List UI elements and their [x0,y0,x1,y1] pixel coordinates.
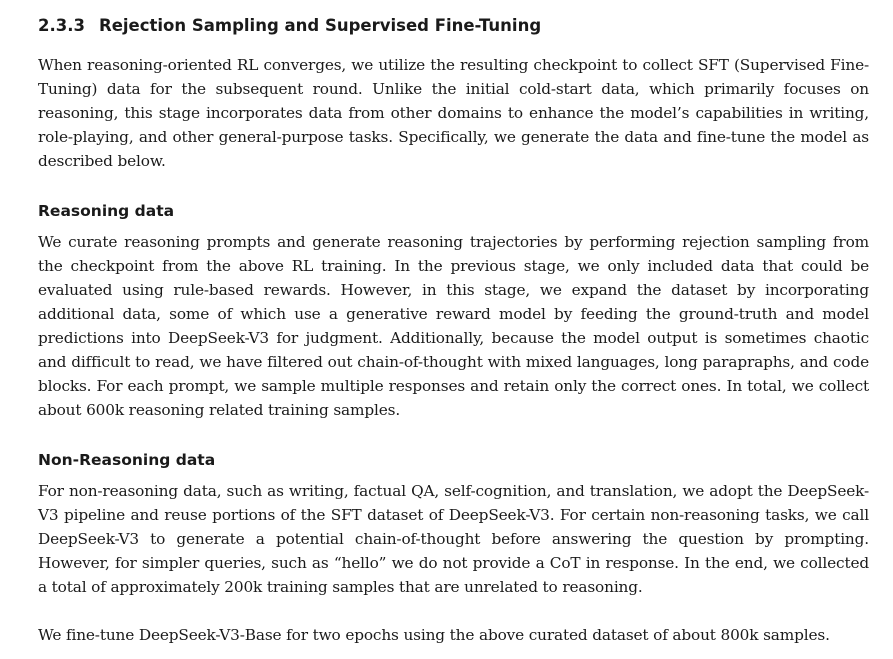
non-reasoning-data-paragraph: For non-reasoning data, such as writing, factual QA, self-cognition, and translation, we adopt the DeepSeek-V3 pipeline and reuse portions of the SFT dataset of DeepSeek-V3. For certain non-reasoning tasks, we call DeepSeek-V3 to generate a potential chain-of-thought before answering the question by prompting. However, for simpler queries, such as “hello” we do not provide a CoT in response. In the end, we collected a total of approximately 200k training samples that are unrelated to reasoning. [38,482,869,596]
reasoning-data-paragraph: We curate reasoning prompts and generate reasoning trajectories by performing rejection sampling from the checkpoint from the above RL training. In the previous stage, we only included data that could be evaluated using rule-based rewards. However, in this stage, we expand the dataset by incorporating additional data, some of which use a generative reward model by feeding the ground-truth and model predictions into DeepSeek-V3 for judgment. Additionally, because the model output is sometimes chaotic and difficult to read, we have filtered out chain-of-thought with mixed languages, long parapraphs, and code blocks. For each prompt, we sample multiple responses and retain only the correct ones. In total, we collect about 600k reasoning related training samples. [38,233,869,419]
non-reasoning-data-heading: Non-Reasoning data [38,451,216,469]
intro-paragraph: When reasoning-oriented RL converges, we utilize the resulting checkpoint to collect SFT (Supervised Fine-Tuning) data for the subsequent round. Unlike the initial cold-start data, which primarily focuses on reasoning, this stage incorporates data from other domains to enhance the model’s capabilities in writing, role-playing, and other general-purpose tasks. Specifically, we generate the data and fine-tune the model as described below. [38,56,869,170]
section-heading [38,14,541,38]
section-title: Rejection Sampling and Supervised Fine-Tuning [98,16,542,35]
reasoning-data-heading: Reasoning data [38,202,175,220]
finetune-paragraph: We fine-tune DeepSeek-V3-Base for two epochs using the above curated dataset of about 800k samples. [38,626,830,644]
section-number: 2.3.3 [38,16,85,35]
